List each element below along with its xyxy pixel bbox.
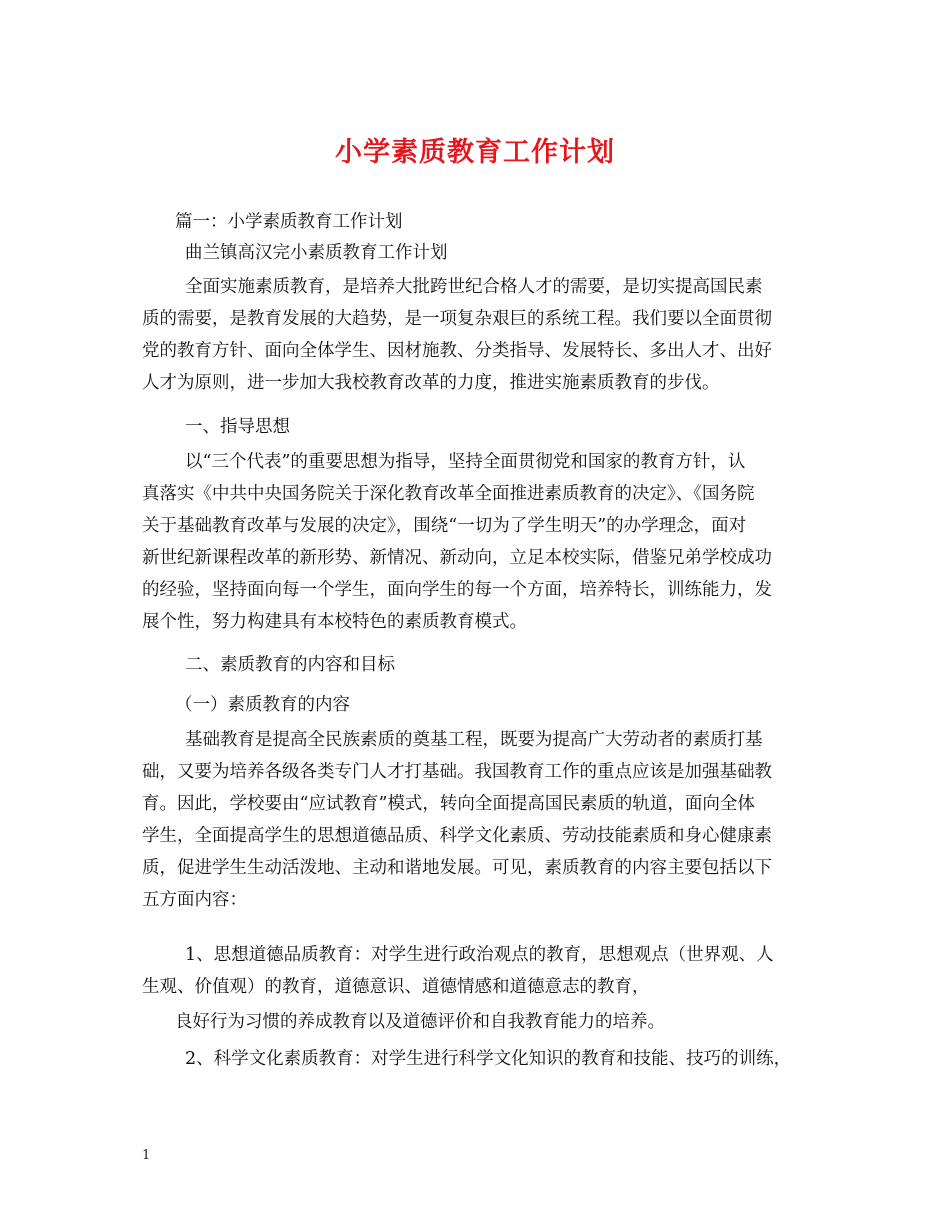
paragraph-line: 质的需要，是教育发展的大趋势，是一项复杂艰巨的系统工程。我们要以全面贯彻: [142, 309, 772, 329]
paragraph-line: 关于基础教育改革与发展的决定》，围绕“一切为了学生明天”的办学理念，面对: [142, 516, 747, 536]
paragraph-line: 人才为原则，进一步加大我校教育改革的力度，推进实施素质教育的步伐。: [142, 373, 720, 393]
subsection-heading: （一）素质教育的内容: [175, 695, 350, 715]
paragraph-line: 基础教育是提高全民族素质的奠基工程，既要为提高广大劳动者的素质打基: [185, 730, 763, 750]
paragraph-line: 以“三个代表”的重要思想为指导，坚持全面贯彻党和国家的教育方针，认: [185, 452, 746, 472]
paragraph-line: 学生，全面提高学生的思想道德品质、科学文化素质、劳动技能素质和身心健康素: [142, 826, 772, 846]
paragraph-line: 真落实《中共中央国务院关于深化教育改革全面推进素质教育的决定》、《国务院: [142, 484, 755, 504]
paragraph-line: 五方面内容：: [142, 890, 247, 910]
paragraph-line: 展个性，努力构建具有本校特色的素质教育模式。: [142, 612, 527, 632]
paragraph-line: 的经验，坚持面向每一个学生，面向学生的每一个方面，培养特长，训练能力，发: [142, 580, 772, 600]
paragraph-line: 2、科学文化素质教育：对学生进行科学文化知识的教育和技能、技巧的训练，: [185, 1049, 792, 1069]
section-heading: 二、素质教育的内容和目标: [185, 655, 395, 675]
paragraph-line: 育。因此，学校要由“应试教育”模式，转向全面提高国民素质的轨道，面向全体: [142, 794, 755, 814]
paragraph-line: 党的教育方针、面向全体学生、因材施教、分类指导、发展特长、多出人才、出好: [142, 341, 772, 361]
paragraph-line: 全面实施素质教育，是培养大批跨世纪合格人才的需要，是切实提高国民素: [185, 277, 763, 297]
paragraph-line: 曲兰镇高汉完小素质教育工作计划: [185, 243, 448, 263]
paragraph-line: 础，又要为培养各级各类专门人才打基础。我国教育工作的重点应该是加强基础教: [142, 762, 772, 782]
paragraph-line: 良好行为习惯的养成教育以及道德评价和自我教育能力的培养。: [175, 1012, 665, 1032]
document-title: 小学素质教育工作计划: [335, 137, 615, 168]
section-heading: 一、指导思想: [185, 417, 290, 437]
paragraph-line: 新世纪新课程改革的新形势、新情况、新动向，立足本校实际，借鉴兄弟学校成功: [142, 548, 772, 568]
paragraph-line: 质，促进学生生动活泼地、主动和谐地发展。可见，素质教育的内容主要包括以下: [142, 858, 772, 878]
paragraph-line: 1、思想道德品质教育：对学生进行政治观点的教育，思想观点（世界观、人: [185, 945, 774, 965]
paragraph-line: 篇一：小学素质教育工作计划: [175, 212, 403, 232]
paragraph-line: 生观、价值观）的教育，道德意识、道德情感和道德意志的教育，: [142, 977, 650, 997]
page-number: 1: [142, 1148, 151, 1163]
